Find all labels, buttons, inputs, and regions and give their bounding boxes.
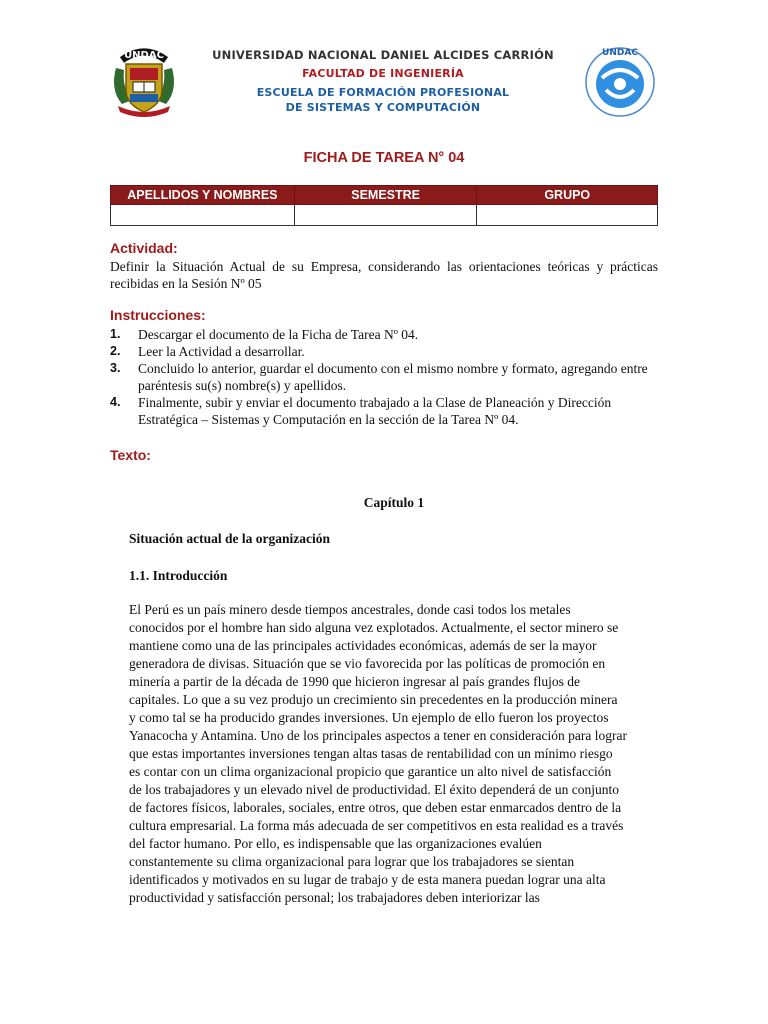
- instructions-list: [110, 326, 658, 428]
- school-line-1: ESCUELA DE FORMACIÓN PROFESIONAL: [256, 86, 510, 99]
- body-paragraph: El Perú es un país minero desde tiempos ancestrales, donde casi todos los metales conocidos por el hombre han sido alguna vez explotados. Actualmente, el sector minero se mantiene como una de las principales actividades económicas, además de ser la mayor generadora de divisas. Situación que se vio favorecida por las políticas de promoción en minería a partir de la década de 1990 que hicieron ingresar al país grandes flujos de capitales. Lo que a su vez produjo un crecimiento sin precedentes en la producción minera y como tal se ha producido grandes inversiones. Un ejemplo de ello fueron los proyectos Yanacocha y Antamina. Uno de los principales aspectos a tener en consideración para lograr que estas importantes inversiones tengan altas tasas de rentabilidad con un mínimo riesgo es contar con un clima organizacional propicio que garantice un alto nivel de satisfacción de los trabajadores y un elevado nivel de productividad. El éxito dependerá de un conjunto de factores físicos, laborales, sociales, entre otros, que deben estar enmarcados dentro de la cultura empresarial. La forma más adecuada de ser competitivos en esta realidad es a través del factor humano. Por ello, es indispensable que las organizaciones evalúen constantemente su clima organizacional para lograr que los trabajadores se sientan identificados y motivados en su lugar de trabajo y de esta manera puedan lograr una alta productividad y satisfacción personal; los trabajadores deben interiorizar las: [129, 602, 627, 905]
- instrucciones-label: Instrucciones:: [110, 307, 206, 323]
- university-name: UNIVERSIDAD NACIONAL DANIEL ALCIDES CARRIÓN: [212, 48, 554, 62]
- chapter-heading: Capítulo 1: [363, 495, 425, 510]
- faculty-name: FACULTAD DE INGENIERÍA: [302, 67, 464, 80]
- school-globe-logo: [580, 42, 660, 122]
- section-heading: Situación actual de la organización: [129, 531, 331, 546]
- actividad-text: Definir la Situación Actual de su Empresa, considerando las orientaciones teóricas y prácticas recibidas en la Sesión Nº 05: [110, 259, 658, 291]
- list-item: 3. Concluido lo anterior, guardar el documento con el mismo nombre y formato, agregando entre paréntesis su(s) nombre(s) y apellidos.: [110, 361, 648, 393]
- actividad-label: Actividad:: [110, 240, 178, 256]
- list-item: 4. Finalmente, subir y enviar el documento trabajado a la Clase de Planeación y Dirección Estratégica – Sistemas y Computación en la sección de la Tarea Nº 04.: [110, 395, 612, 427]
- cell-apellidos[interactable]: [111, 205, 295, 226]
- student-info-table: [110, 185, 658, 226]
- school-line-2: DE SISTEMAS Y COMPUTACIÓN: [285, 101, 481, 114]
- page-title: FICHA DE TAREA N° 04: [303, 150, 465, 166]
- svg-text:UNDAC: UNDAC: [124, 50, 164, 61]
- subsection-heading: 1.1. Introducción: [129, 568, 228, 583]
- university-crest-logo: [108, 42, 180, 118]
- header-semestre: SEMESTRE: [294, 186, 477, 205]
- header-grupo: GRUPO: [477, 186, 658, 205]
- header-apellidos: APELLIDOS Y NOMBRES: [111, 186, 295, 205]
- list-item: 2. Leer la Actividad a desarrollar.: [110, 344, 305, 359]
- document-header: [108, 42, 658, 118]
- table-row: [111, 205, 658, 226]
- cell-semestre[interactable]: [294, 205, 477, 226]
- cell-grupo[interactable]: [477, 205, 658, 226]
- svg-text:UNDAC: UNDAC: [602, 48, 638, 58]
- list-item: 1. Descargar el documento de la Ficha de Tarea Nº 04.: [110, 327, 419, 342]
- texto-label: Texto:: [110, 447, 151, 463]
